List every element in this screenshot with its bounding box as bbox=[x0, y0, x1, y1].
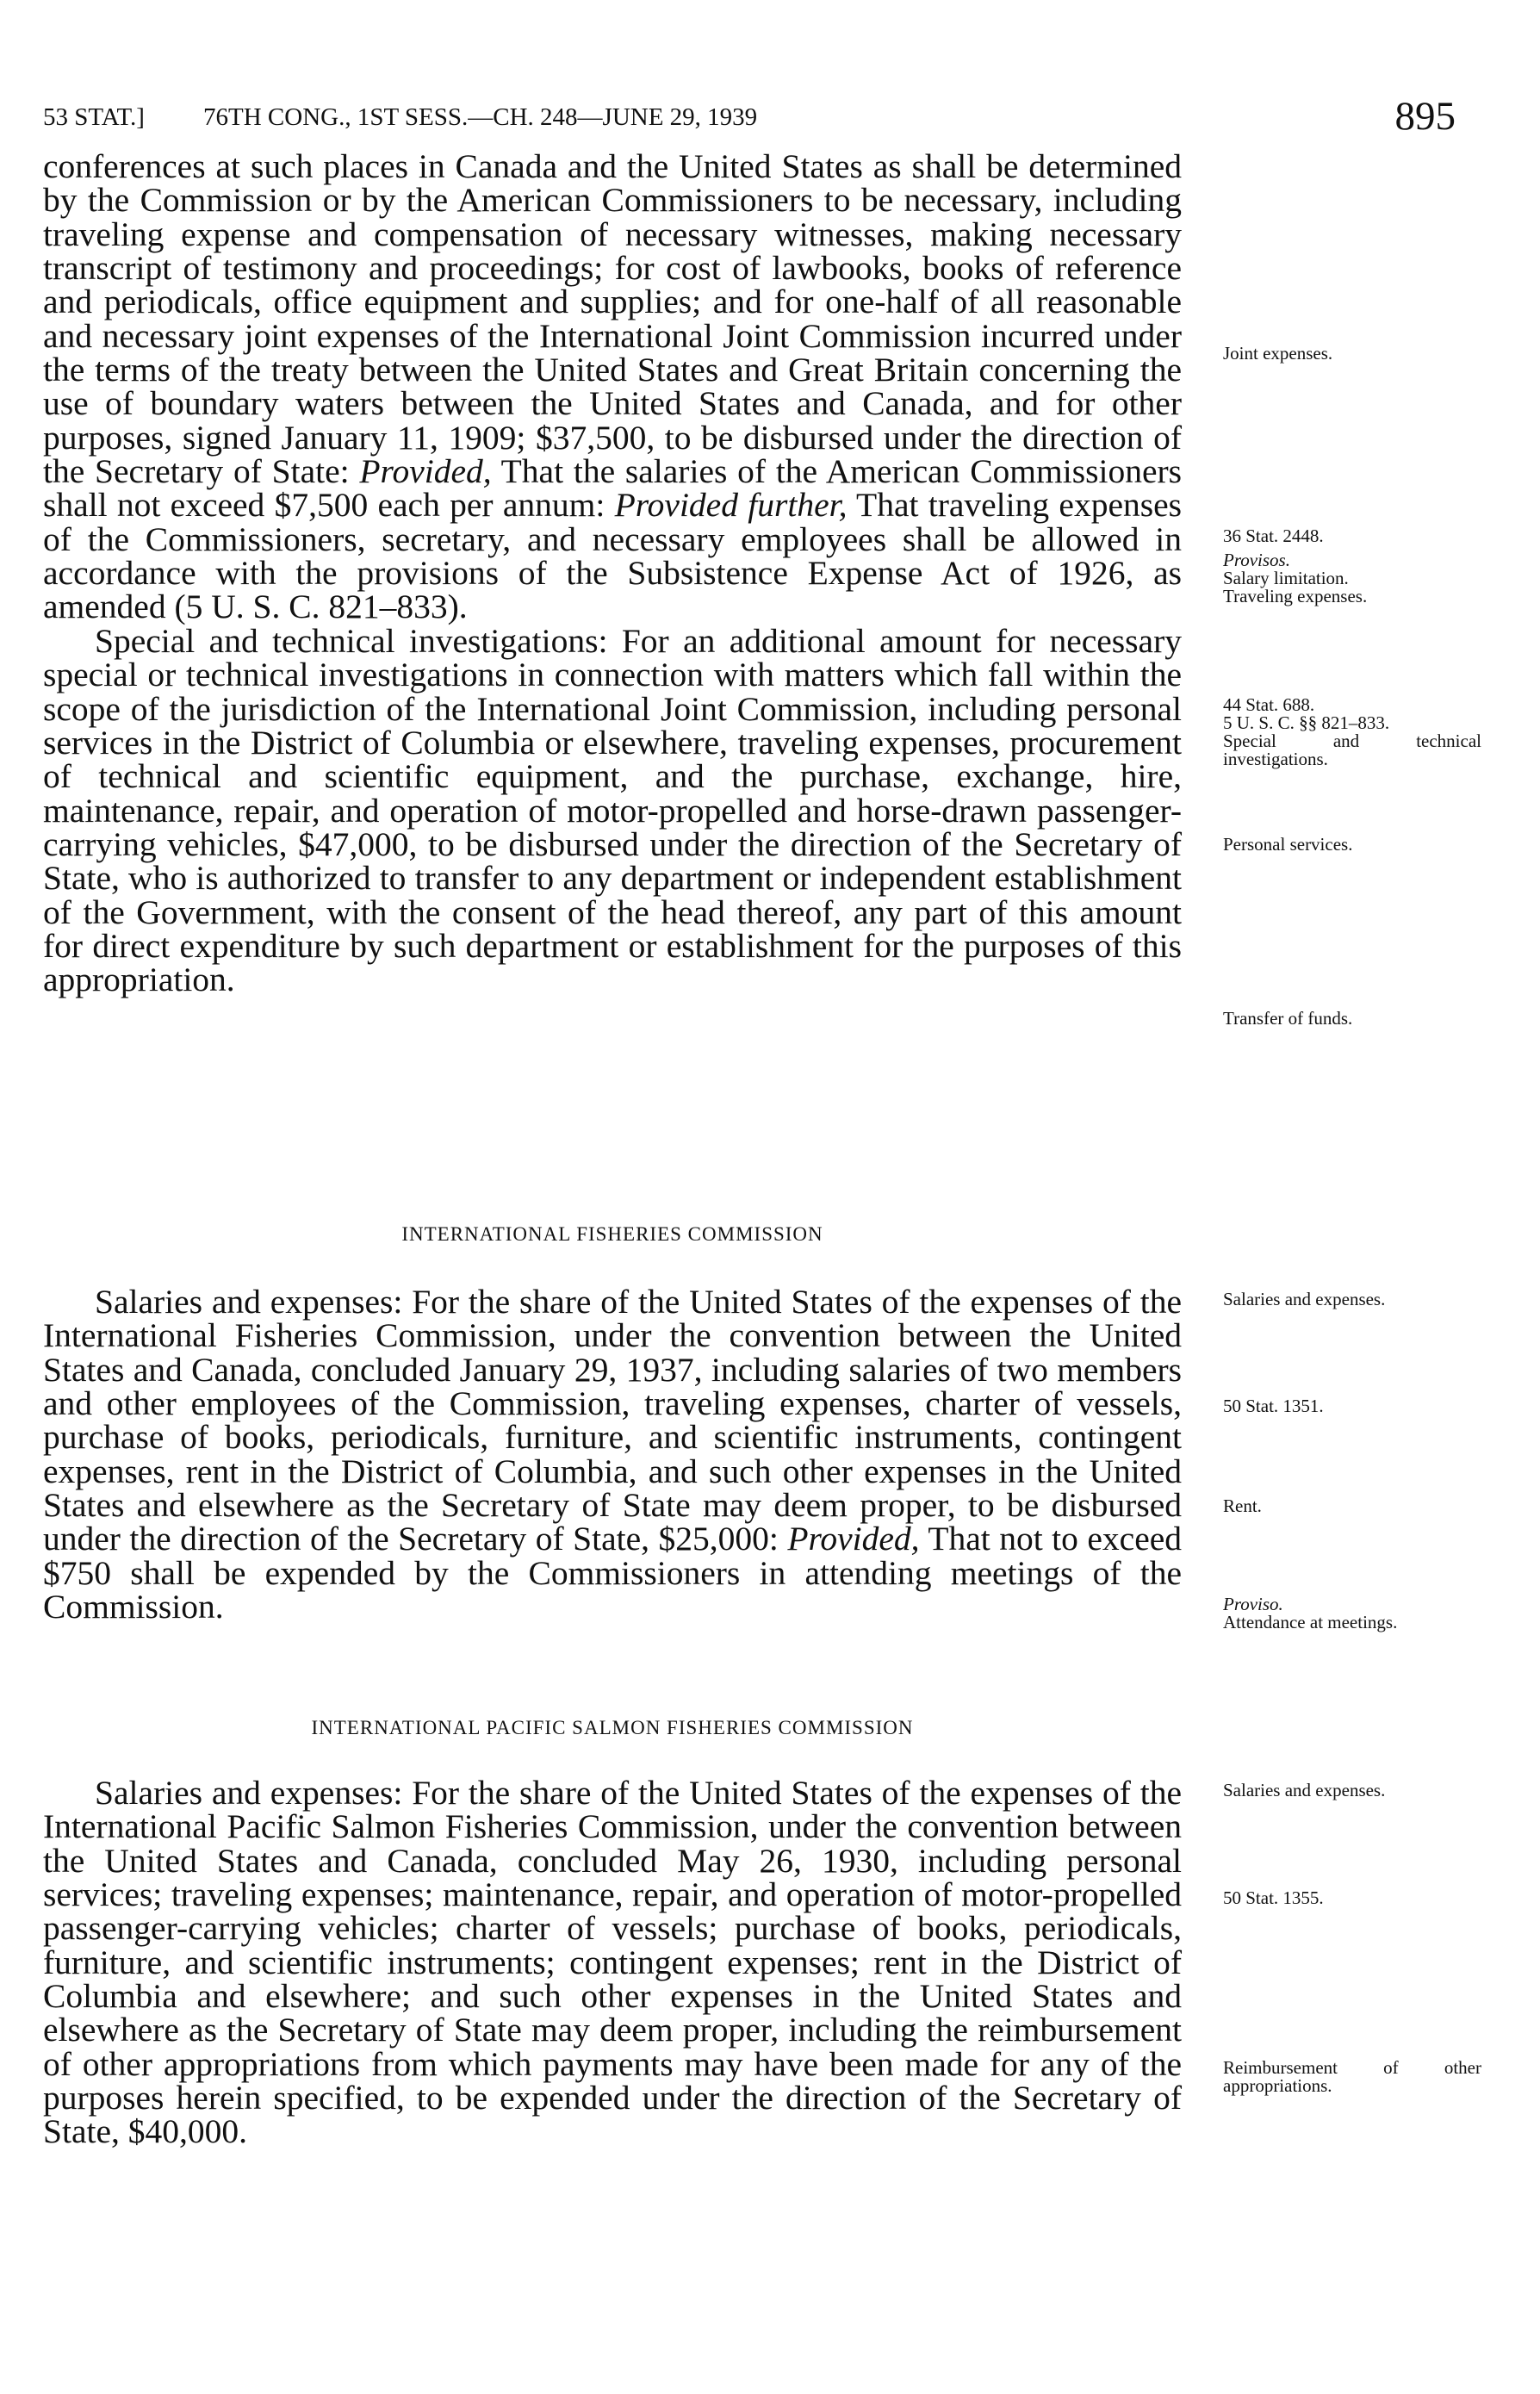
commission-appropriation-text bbox=[43, 147, 1183, 999]
margin-note-special-investigations: Special and technical investigations. bbox=[1223, 731, 1481, 769]
page-header bbox=[43, 93, 1456, 145]
salmon-commission-text bbox=[43, 1776, 1182, 2149]
margin-note-transfer-funds: Transfer of funds. bbox=[1223, 1008, 1353, 1029]
section-heading-fisheries: INTERNATIONAL FISHERIES COMMISSION bbox=[401, 1223, 823, 1245]
session-line: 76TH CONG., 1ST SESS.—CH. 248—JUNE 29, 1939 bbox=[203, 103, 758, 131]
margin-note-rent: Rent. bbox=[1223, 1495, 1262, 1516]
salmon-salaries-paragraph: Salaries and expenses: For the share of the United States of the expenses of the International Pacific Salmon Fisheries Commission, under the convention between the United States and Canada, concluded May 26, 1930, including personal services; traveling expenses; maintenance, repair, and operation of motor-propelled passenger-carrying vehicles; charter of vessels; purchase of books, periodicals, furniture, and scientific instruments; contingent expenses; rent in the District of Columbia and elsewhere; and such other expenses in the United States and elsewhere as the Secretary of State may deem proper, including the reimbursement of other appropriations from which payments may have been made for any of the purposes herein specified, to be expended under the direction of the Secretary of State, $40,000. bbox=[43, 1774, 1182, 2151]
fisheries-commission-text bbox=[43, 1285, 1182, 1624]
margin-note-joint-expenses: Joint expenses. bbox=[1223, 343, 1333, 364]
margin-note-stat-2448: 36 Stat. 2448. bbox=[1223, 525, 1324, 546]
margin-note-salaries-expenses-2: Salaries and expenses. bbox=[1223, 1780, 1386, 1800]
margin-note-proviso: Proviso. Attendance at meetings. bbox=[1223, 1594, 1398, 1632]
fisheries-salaries-paragraph: Salaries and expenses: For the share of the United States of the expenses of the International Fisheries Commission, under the convention between the United States and Canada, concluded January 29, 1937, including salaries of two members and other employees of the Commission, traveling expenses, charter of vessels, purchase of books, periodicals, furniture, and scientific instruments, contingent expenses, rent in the District of Columbia, and such other expenses in the United States and elsewhere as the Secretary of State may deem proper, to be disbursed under the direction of the Secretary of State, $25,000: Provided, That not to exceed $750 shall be expended by the Commissioners in attending meetings of the Commission. bbox=[43, 1283, 1183, 1626]
page-number: 895 bbox=[1394, 94, 1456, 139]
section-heading-salmon: INTERNATIONAL PACIFIC SALMON FISHERIES COMMISSION bbox=[311, 1717, 914, 1738]
margin-note-personal-services: Personal services. bbox=[1223, 834, 1353, 855]
statute-reference: 53 STAT.] bbox=[43, 103, 145, 131]
margin-note-salaries-expenses-1: Salaries and expenses. bbox=[1223, 1289, 1386, 1309]
margin-note-provisos: Provisos. Salary limitation. Traveling expenses. bbox=[1223, 550, 1368, 606]
special-investigations-paragraph: Special and technical investigations: For an additional amount for necessary special or technical investigations in connection with matters which fall within the scope of the jurisdiction of the International Joint Commission, including personal services in the District of Columbia or elsewhere, traveling expenses, procurement of technical and scientific equipment, and the purchase, exchange, hire, maintenance, repair, and operation of motor-propelled and horse-drawn passenger-carrying vehicles, $47,000, to be disbursed under the direction of the Secretary of State, who is authorized to transfer to any department or independent establishment of the Government, with the consent of the head thereof, any part of this amount for direct expenditure by such department or establishment for the purposes of this appropriation. bbox=[43, 621, 1182, 999]
margin-note-stat-688: 44 Stat. 688. 5 U. S. C. §§ 821–833. bbox=[1223, 694, 1390, 733]
margin-note-stat-1351: 50 Stat. 1351. bbox=[1223, 1396, 1324, 1416]
margin-note-stat-1355: 50 Stat. 1355. bbox=[1223, 1887, 1324, 1908]
joint-commission-paragraph: conferences at such places in Canada and the United States as shall be determined by the Commission or by the American Commissioners to be necessary, including traveling expense and compensation of necessary witnesses, making necessary transcript of testimony and proceedings; for cost of lawbooks, books of reference and periodicals, office equipment and supplies; and for one-half of all reasonable and necessary joint expenses of the International Joint Commission incurred under the terms of the treaty between the United States and Great Britain concerning the use of boundary waters between the United States and Canada, and for other purposes, signed January 11, 1909; $37,500, to be disbursed under the direction of the Secretary of State: Provided, That the salaries of the American Commissioners shall not exceed $7,500 each per annum: Provided further, That traveling expenses of the Commissioners, secretary, and necessary employees shall be allowed in accordance with the provisions of the Subsistence Expense Act of 1926, as amended (5 U. S. C. 821–833). bbox=[43, 147, 1183, 626]
margin-note-reimbursement: Reimbursement of other appropriations. bbox=[1223, 2057, 1481, 2096]
